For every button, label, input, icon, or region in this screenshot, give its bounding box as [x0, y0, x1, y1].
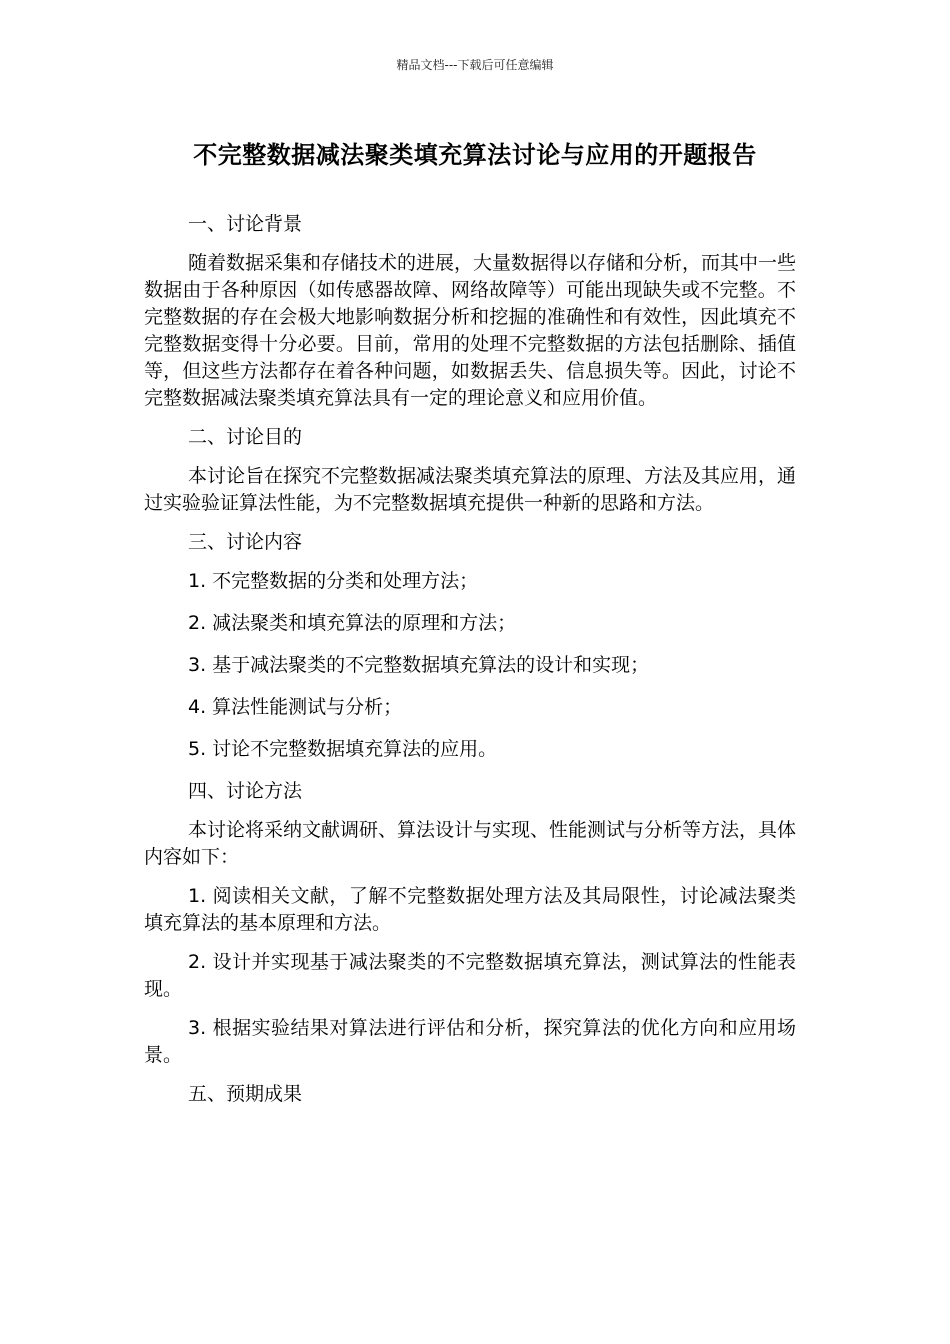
page-header-watermark: 精品文档---下载后可任意编辑: [396, 58, 554, 72]
section-heading-outcome: 五、预期成果: [188, 1083, 303, 1105]
document-title: 不完整数据减法聚类填充算法讨论与应用的开题报告: [193, 141, 757, 169]
method-list-item: 2. 设计并实现基于减法聚类的不完整数据填充算法，测试算法的性能表现。: [144, 951, 796, 1000]
paragraph-background: 随着数据采集和存储技术的进展，大量数据得以存储和分析，而其中一些数据由于各种原因（如传感器故障、网络故障等）可能出现缺失或不完整。不完整数据的存在会极大地影响数据分析和挖掘的准确性和有效性，因此填充不完整数据变得十分必要。目前，常用的处理不完整数据的方法包括删除、插值等，但这些方法都存在着各种问题，如数据丢失、信息损失等。因此，讨论不完整数据减法聚类填充算法具有一定的理论意义和应用价值。: [144, 252, 797, 409]
method-list-item: 1. 阅读相关文献，了解不完整数据处理方法及其局限性，讨论减法聚类填充算法的基本原理和方法。: [144, 885, 796, 934]
content-list-item: 1. 不完整数据的分类和处理方法；: [188, 570, 479, 592]
content-list-item: 2. 减法聚类和填充算法的原理和方法；: [188, 612, 517, 634]
document-body: [144, 211, 796, 1120]
paragraph-purpose: 本讨论旨在探究不完整数据减法聚类填充算法的原理、方法及其应用，通过实验验证算法性能，为不完整数据填充提供一种新的思路和方法。: [144, 465, 797, 514]
content-list-item: 3. 基于减法聚类的不完整数据填充算法的设计和实现；: [188, 654, 650, 676]
section-heading-purpose: 二、讨论目的: [188, 426, 303, 448]
section-heading-method: 四、讨论方法: [188, 780, 303, 802]
paragraph-method-intro: 本讨论将采纳文献调研、算法设计与实现、性能测试与分析等方法，具体内容如下：: [144, 819, 797, 868]
section-heading-background: 一、讨论背景: [188, 213, 303, 235]
section-heading-content: 三、讨论内容: [188, 531, 303, 553]
content-list-item: 5. 讨论不完整数据填充算法的应用。: [188, 738, 498, 760]
content-list-item: 4. 算法性能测试与分析；: [188, 696, 403, 718]
method-list-item: 3. 根据实验结果对算法进行评估和分析，探究算法的优化方向和应用场景。: [144, 1017, 796, 1066]
